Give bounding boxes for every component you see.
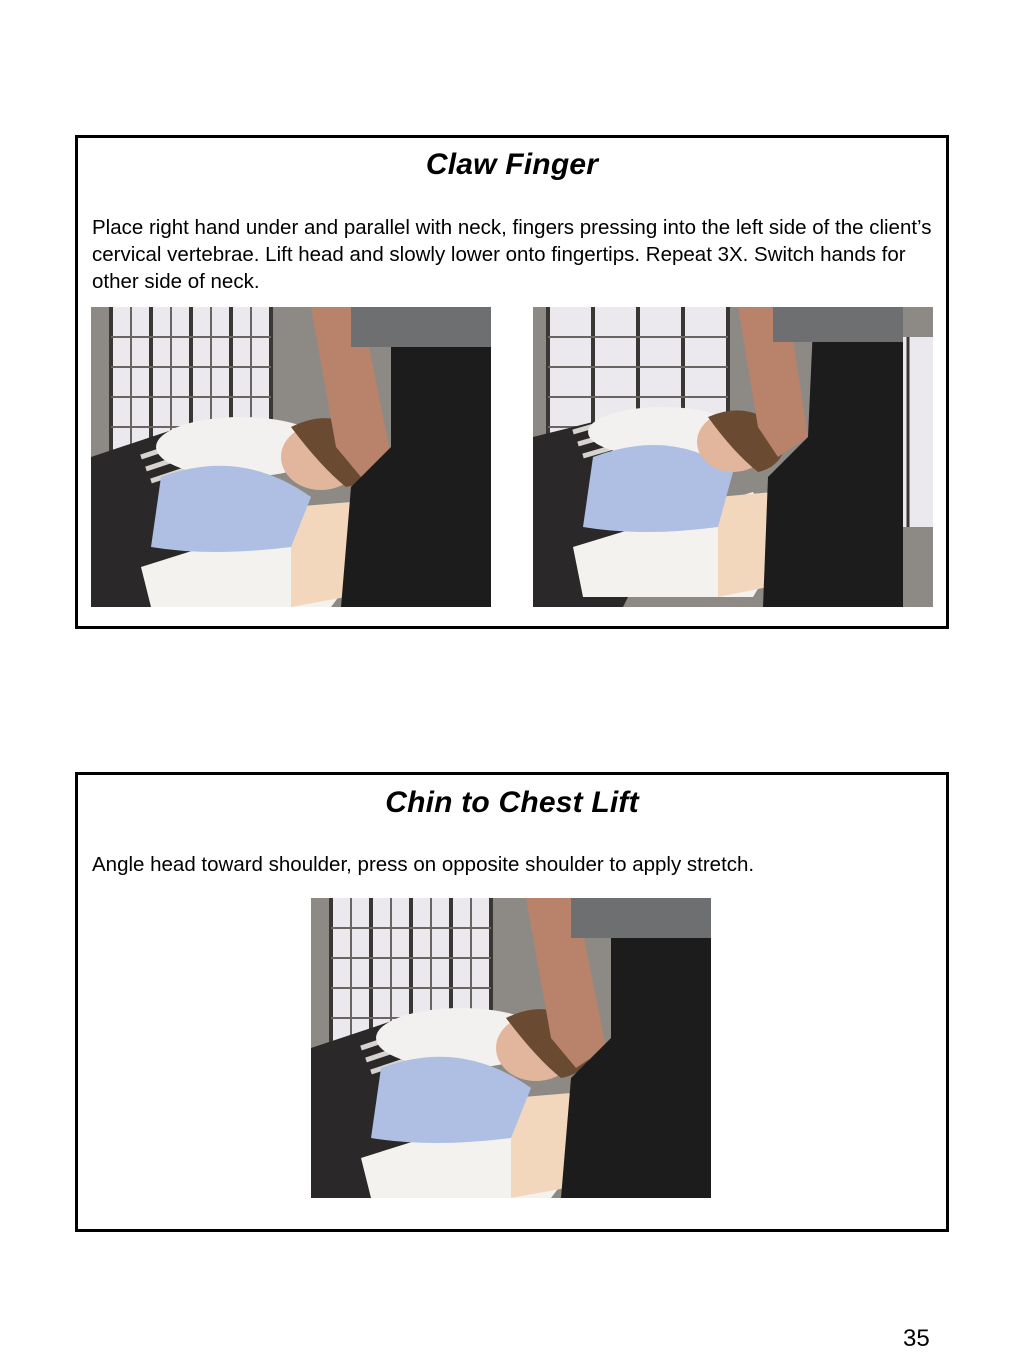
claw-finger-title: Claw Finger <box>425 148 599 181</box>
claw-finger-description: Place right hand under and parallel with neck, fingers pressing into the left side of the client’s cervical vertebrae. Lift head and slowly lower onto fingertips. Repeat 3X. Switch hands for other side of neck. <box>92 216 932 293</box>
chin-to-chest-lift-photo <box>311 898 711 1198</box>
chin-to-chest-lift-description: Angle head toward shoulder, press on opposite shoulder to apply stretch. <box>92 853 755 876</box>
massage-photo-illustration <box>91 307 491 607</box>
page-number: 35 <box>903 1325 930 1352</box>
chin-to-chest-lift-title: Chin to Chest Lift <box>385 786 639 819</box>
claw-finger-card <box>75 135 949 629</box>
chin-to-chest-lift-card <box>75 772 949 1232</box>
massage-photo-illustration <box>311 898 711 1198</box>
massage-photo-illustration <box>533 307 933 607</box>
claw-finger-photo-1 <box>91 307 491 607</box>
claw-finger-photo-2 <box>533 307 933 607</box>
